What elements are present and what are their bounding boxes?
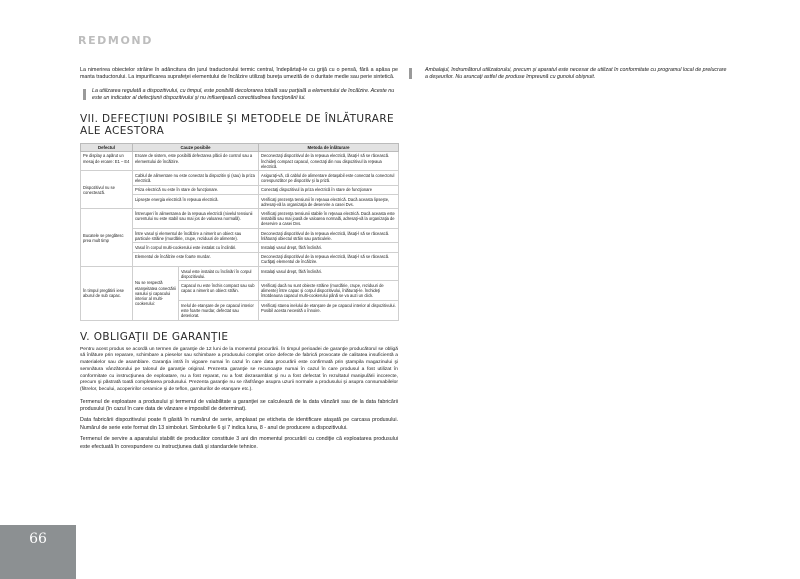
header-method: Metoda de înlăturare: [259, 143, 399, 151]
warranty-paragraph: Pentru acest produs se acordă un termen de garanţie de 12 luni de la momentul procurării. În timpul perioadei de garanţie producătorul se obligă să înlăture prin reparare, schimbare a pieselor sau schimbare a produsului complet orice defecte de fabrică provocate de calitatea insuficientă a materialelor sau de asamblare. Garanţia intră în vigoare numai în cazul în care data procurării este confirmată prin ştampila magazinului şi semnătura vânzătorului pe talonul de garanţie original. Prezenta garanţie se recunoaşte numai în cazul în care produsul a fost utilizat în conformitate cu instrucţiunea de exploatare, nu a fost reparat, nu a fost dezasamblat şi nu a fost defectat în rezultatul manipulării incorecte, precum şi păstrată toată completarea produsului. Prezenta garanţie nu se răsfrânge asupra uzurii normale a produsului şi asupra consumabilelor (filtrelor, becului, acoperirilor ceramice şi de teflon, garniturilor de etanşare etc.).: [80, 346, 398, 392]
warranty-paragraph: Termenul de exploatare a produsului şi termenul de valabilitate a garanţiei se calculează de la data vânzării sau de la data fabricării produsului (în cazul în care data de vânzare e imposibil de determinat).: [80, 398, 398, 413]
subcause-cell: Inelul de etanşare de pe capacul interior este foarte murdar, defectat sau deteriorat.: [179, 301, 259, 321]
method-cell: Deconectaţi dispozitivul de la reţeaua electrică, lăsaţi-l să se răcească. Curăţaţi elementul de încălzire.: [259, 252, 399, 266]
method-cell: Deconectaţi dispozitivul de la reţeaua electrică, lăsaţi-l să se răcească. Înlăturaţi obiectul străin sau particulele.: [259, 229, 399, 243]
defect-cell: Dispozitivul nu se conectează.: [81, 171, 133, 209]
note-block: [80, 88, 398, 103]
note-marker: [409, 68, 412, 79]
cause-cell: Priza electrică nu este în stare de funcţionare.: [133, 185, 259, 194]
subcause-cell: Capacul nu este închis compact sau sub capac a nimerit un obiect străin.: [179, 281, 259, 301]
warranty-paragraph: Data fabricării dispozitivului poate fi găsită în numărul de serie, amplasat pe eticheta de identificare ataşată pe carcasa produsului. Numărul de serie este format din 13 simboluri. Simbolurile 6 şi 7 indica luna, 8 - anul de producere a dispozitivului.: [80, 417, 398, 431]
cause-cell: Nu se respectă etanşeitatea conectării vasului şi capacului interior al multi-cookerului:: [133, 267, 179, 321]
defect-cell: Pe display a apărut un mesaj de eroare: E1 – E4: [81, 151, 133, 171]
defect-cell: În timpul pregătirii iese aburul de sub capac.: [81, 267, 133, 321]
method-cell: Instalaţi vasul drept, fără înclinări.: [259, 243, 399, 252]
recycling-note-text: Ambalajul, îndrumătorul utilizatorului, precum şi aparatul este necesar de utilizat în conformitate cu programul local de prelucrare a deşeurilor. Nu aruncaţi astfel de produse împreună cu gunoiul obişnuit.: [425, 67, 727, 81]
defect-cell: Bucatele se pregătesc prea mult timp: [81, 209, 133, 267]
cause-cell: Lipseşte energia electrică în reţeaua electrică.: [133, 195, 259, 209]
troubleshooting-table: [80, 143, 399, 321]
intro-paragraph: La nimerirea obiectelor străine în adâncitura din jurul traductorului termic central, îndepărtaţi-le cu grijă cu o pensă, fără a apăsa pe manta traductorului. La impurificarea suprafeţei elementului de încălzire utilizaţi bureţa umezită de o duritate medie sau perie sintetică.: [80, 67, 398, 81]
method-cell: Conectaţi dispozitivul la priza electrică în stare de funcţionare: [259, 185, 399, 194]
method-cell: Instalaţi vasul drept, fără înclinări.: [259, 267, 399, 281]
brand-logo: REDMOND: [78, 34, 153, 47]
note-marker: [83, 89, 86, 100]
table-header-row: [81, 143, 399, 151]
left-column: [80, 67, 398, 455]
method-cell: Verificaţi prezenţa tensiunii în reţeaua electrică. Dacă aceasta lipseşte, adresaţi-vă la organizaţia de deservire a casei Dvs.: [259, 195, 399, 209]
method-cell: Deconectaţi dispozitivul de la reţeaua electrică, lăsaţi-l să se răcească. Închideţi compact capacul, conectaţi din nou dispozitivul la reţeaua electrică.: [259, 151, 399, 171]
method-cell: Verificaţi prezenţa tensiunii stabile în reţeaua electrică. Dacă aceasta este instabilă sau mai joasă de valoarea normală, adresaţi-vă la organizaţia de deservire a casei Dvs.: [259, 209, 399, 229]
right-column: [409, 67, 729, 82]
header-defect: Defectul: [81, 143, 133, 151]
table-row: [81, 267, 399, 281]
note-text: La utilizarea regulată a dispozitivului, cu timpul, este posibilă decolorarea totală sau parţială a elementului de încălzire. Aceste nu este un indicator al defecţiunii dispozitivului şi nu influenţează corectitudinea funcţionării lui.: [92, 87, 395, 102]
cause-cell: Eroare de sistem, este posibilă defectarea plăcii de control sau a elementului de încălzire.: [133, 151, 259, 171]
warranty-paragraph: Termenul de servire a aparatului stabilit de producător constituie 3 ani din momentul procurării cu condiţie că exploatarea produsului este efectuată în corespundere cu instrucţiunea dată şi standardele tehnice.: [80, 436, 398, 450]
header-cause: Cauze posibile: [133, 143, 259, 151]
method-cell: Asiguraţi-vă, că cablul de alimentare detaşabil este conectat la conectorul corespunzător pe dispozitiv şi la priză.: [259, 171, 399, 185]
table-row: [81, 151, 399, 171]
cause-cell: Întreruperi în alimentarea de la reţeaua electrică (nivelul tensiunii curentului nu este stabil sau mai jos de valoarea normală).: [133, 209, 259, 229]
subcause-cell: Vasul este instalat cu înclinări în corpul dispozitivului.: [179, 267, 259, 281]
method-cell: Verificaţi starea inelului de etanşare de pe capacul interior al dispozitivului. Posibil acesta necesită o înnoire.: [259, 301, 399, 321]
table-row: [81, 171, 399, 185]
cause-cell: Între vasul şi elementul de încălzire a nimerit un obiect sau particule străine (murdărie, crupe, reziduuri de alimente).: [133, 229, 259, 243]
cause-cell: Vasul în corpul multi-cookerului este instalat cu înclinări.: [133, 243, 259, 252]
page-number: 66: [29, 531, 47, 547]
section-5-title: V. OBLIGAŢII DE GARANŢIE: [80, 330, 229, 343]
recycling-note: [409, 67, 729, 82]
method-cell: Verificaţi dacă nu sunt obiecte străine (murdărie, crupe, reziduuri de alimente) între capac şi corpul dispozitivului, înlăturaţi-le. Închideţi întotdeauna capacul multi-cookerului până se va auzi un click.: [259, 281, 399, 301]
cause-cell: Elementul de încălzire este foarte murdar.: [133, 252, 259, 266]
table-row: [81, 209, 399, 229]
section-7-title: VII. DEFECŢIUNI POSIBILE ŞI METODELE DE ÎNLĂTURARE ALE ACESTORA: [80, 112, 395, 138]
cause-cell: Cablul de alimentare nu este conectat la dispozitiv şi (sau) la priza electrică.: [133, 171, 259, 185]
